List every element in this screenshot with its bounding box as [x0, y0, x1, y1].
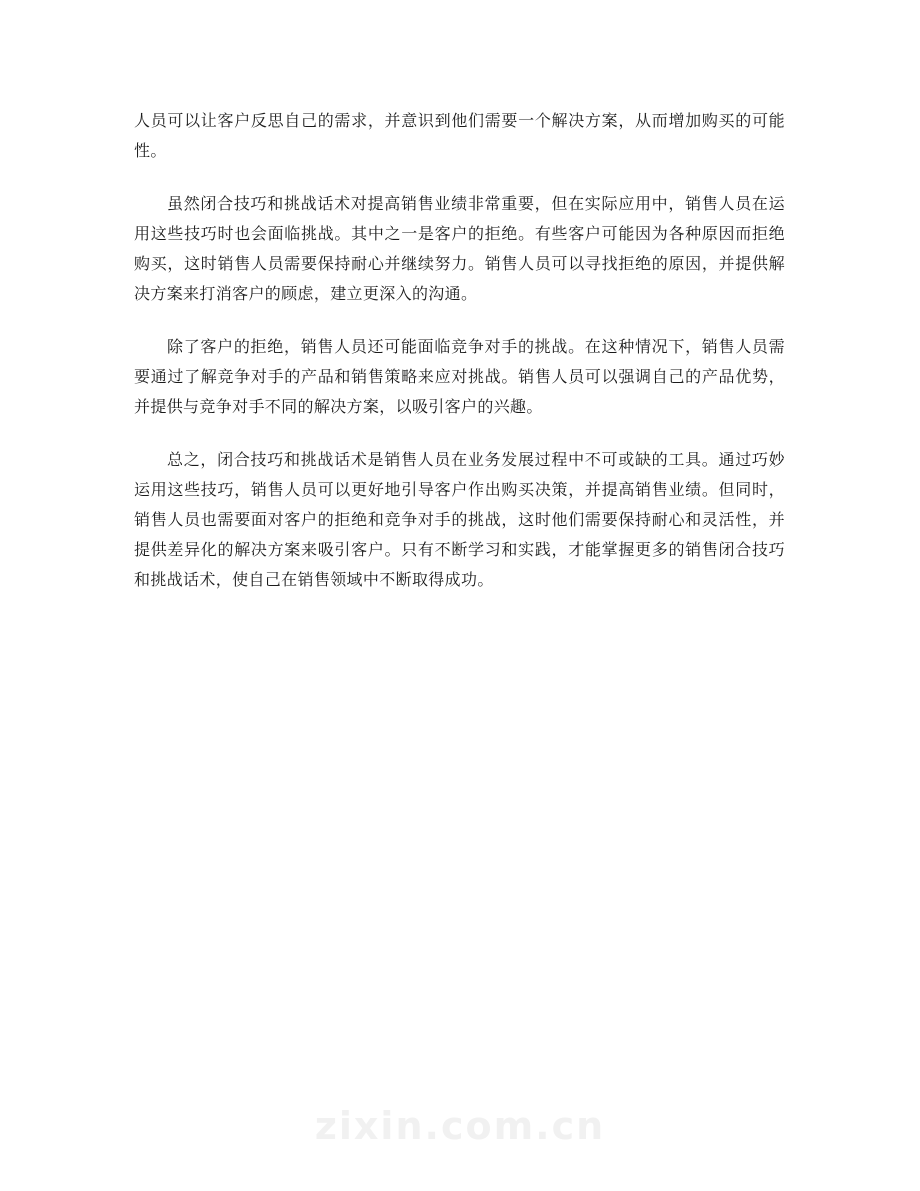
paragraph-challenges: 虽然闭合技巧和挑战话术对提高销售业绩非常重要，但在实际应用中，销售人员在运用这些技巧时也会面临挑战。其中之一是客户的拒绝。有些客户可能因为各种原因而拒绝购买，这时销售人员需要保持耐心并继续努力。销售人员可以寻找拒绝的原因，并提供解决方案来打消客户的顾虑，建立更深入的沟通。: [134, 194, 785, 303]
document-body: [134, 106, 785, 618]
paragraph-competition: 除了客户的拒绝，销售人员还可能面临竞争对手的挑战。在这种情况下，销售人员需要通过了解竞争对手的产品和销售策略来应对挑战。销售人员可以强调自己的产品优势，并提供与竞争对手不同的解决方案，以吸引客户的兴趣。: [134, 337, 785, 416]
paragraph-conclusion: 总之，闭合技巧和挑战话术是销售人员在业务发展过程中不可或缺的工具。通过巧妙运用这些技巧，销售人员可以更好地引导客户作出购买决策，并提高销售业绩。但同时，销售人员也需要面对客户的拒绝和竞争对手的挑战，这时他们需要保持耐心和灵活性，并提供差异化的解决方案来吸引客户。只有不断学习和实践，才能掌握更多的销售闭合技巧和挑战话术，使自己在销售领域中不断取得成功。: [134, 450, 785, 589]
paragraph-continuation: 人员可以让客户反思自己的需求，并意识到他们需要一个解决方案，从而增加购买的可能性。: [134, 111, 785, 160]
watermark-text: zixin.com.cn: [314, 1104, 606, 1148]
